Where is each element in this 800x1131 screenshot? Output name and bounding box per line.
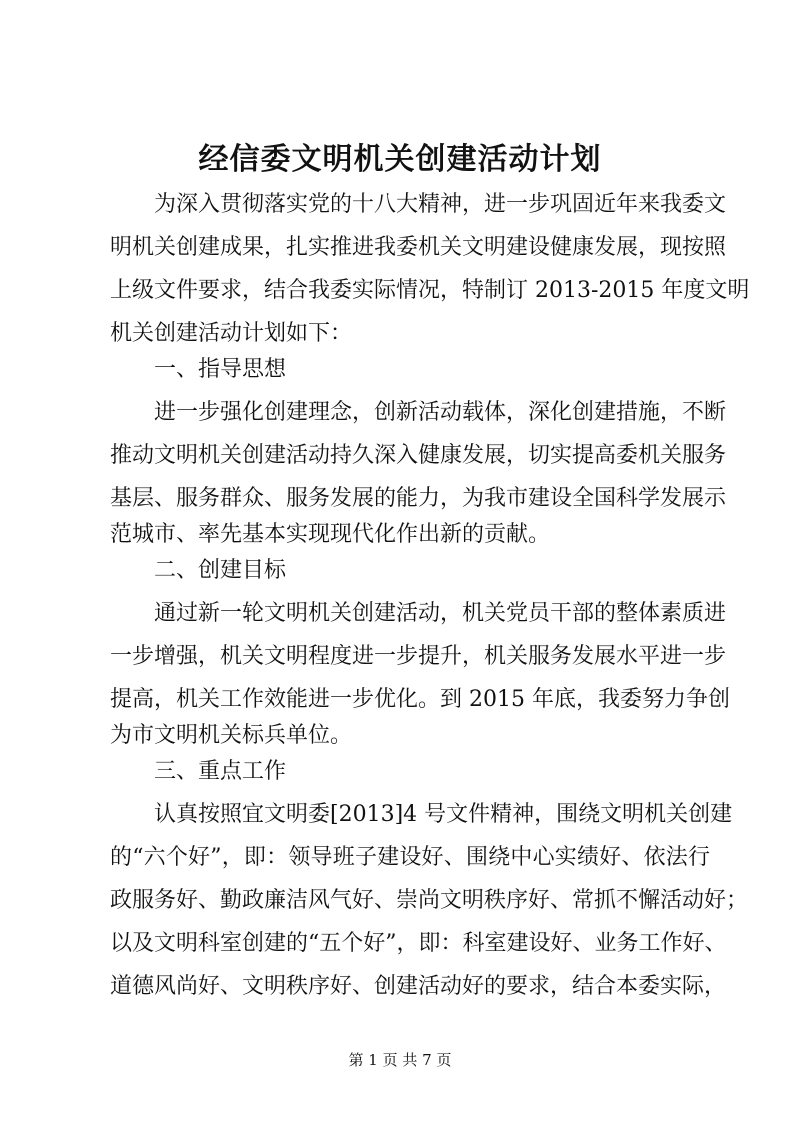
- paragraph-line: 的“六个好”，即：领导班子建设好、围绕中心实绩好、依法行: [110, 845, 710, 870]
- paragraph-line: 基层、服务群众、服务发展的能力，为我市建设全国科学发展示: [110, 486, 727, 511]
- paragraph-line: 为深入贯彻落实党的十八大精神，进一步巩固近年来我委文: [154, 192, 727, 217]
- section-heading: 三、重点工作: [154, 759, 287, 784]
- section-heading: 二、创建目标: [154, 558, 287, 583]
- page-footer: 第 1 页 共 7 页: [348, 1051, 452, 1069]
- paragraph-line: 上级文件要求，结合我委实际情况，特制订 2013-2015 年度文明: [110, 278, 750, 303]
- paragraph-line: 通过新一轮文明机关创建活动，机关党员干部的整体素质进: [154, 601, 727, 626]
- paragraph-line: 以及文明科室创建的“五个好”，即：科室建设好、业务工作好、: [110, 931, 727, 956]
- paragraph-line: 推动文明机关创建活动持久深入健康发展，切实提高委机关服务: [110, 443, 727, 468]
- paragraph-line: 进一步强化创建理念，创新活动载体，深化创建措施，不断: [154, 400, 727, 425]
- paragraph-line: 认真按照宜文明委[2013]4 号文件精神，围绕文明机关创建: [154, 802, 733, 827]
- paragraph-line: 道德风尚好、文明秩序好、创建活动好的要求，结合本委实际，: [110, 974, 727, 999]
- paragraph-line: 机关创建活动计划如下：: [110, 321, 353, 346]
- document-title: 经信委文明机关创建活动计划: [198, 142, 602, 177]
- paragraph-line: 为市文明机关标兵单位。: [110, 723, 353, 748]
- paragraph-line: 提高，机关工作效能进一步优化。到 2015 年底，我委努力争创: [110, 687, 730, 712]
- section-heading: 一、指导思想: [154, 357, 287, 382]
- paragraph-line: 政服务好、勤政廉洁风气好、崇尚文明秩序好、常抓不懈活动好；: [110, 888, 749, 913]
- paragraph-line: 范城市、率先基本实现现代化作出新的贡献。: [110, 522, 551, 547]
- paragraph-line: 明机关创建成果，扎实推进我委机关文明建设健康发展，现按照: [110, 235, 727, 260]
- paragraph-line: 一步增强，机关文明程度进一步提升，机关服务发展水平进一步: [110, 644, 727, 669]
